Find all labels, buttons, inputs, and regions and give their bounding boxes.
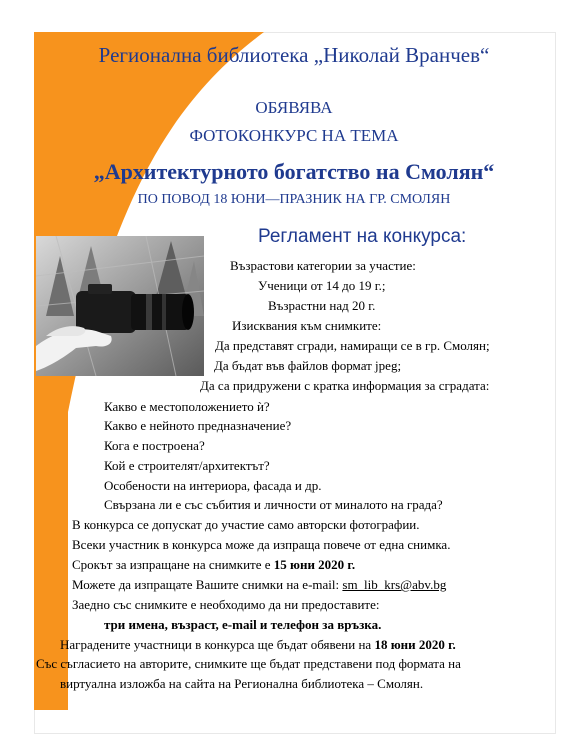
provide-info: Заедно със снимките е необходимо да ни предоставите: — [72, 597, 380, 612]
occasion-line: ПО ПОВОД 18 ЮНИ—ПРАЗНИК НА ГР. СМОЛЯН — [137, 192, 451, 207]
email-line — [72, 577, 446, 593]
only-author-photos: В конкурса се допускат до участие само авторски фотографии. — [72, 517, 420, 532]
announces-heading: ОБЯВЯВА — [255, 98, 333, 117]
age-students: Ученици от 14 до 19 г.; — [258, 278, 386, 293]
contest-theme: „Архитектурното богатство на Смолян“ — [93, 159, 495, 184]
email-prefix: Можете да изпращате Вашите снимки на e-mail: — [72, 577, 343, 592]
consent-line-1: Със съгласието на авторите, снимките ще бъдат представени под формата на — [36, 656, 461, 671]
email-link[interactable]: sm_lib_krs@abv.bg — [342, 577, 447, 592]
contest-heading: ФОТОКОНКУРС НА ТЕМА — [189, 126, 399, 145]
camera-photo — [36, 236, 204, 376]
winners-prefix: Наградените участници в конкурса ще бъдат обявени на — [60, 637, 375, 652]
deadline-prefix: Срокът за изпращане на снимките е — [72, 557, 274, 572]
age-categories-label: Възрастови категории за участие: — [230, 258, 416, 273]
rules-heading: Регламент на конкурса: — [258, 226, 467, 247]
library-name: Регионална библиотека „Николай Врaнчев“ — [98, 43, 490, 67]
question-location: Какво е местоположението ѝ? — [104, 399, 270, 414]
question-purpose: Какво е нейното предназначение? — [104, 418, 292, 433]
requirement-format: Да бъдат във файлов формат jpeg; — [214, 358, 402, 373]
age-adults: Възрастни над 20 г. — [268, 298, 376, 313]
requirement-buildings: Да представят сгради, намиращи се в гр. Смолян; — [215, 338, 490, 353]
deadline-line — [72, 557, 355, 573]
question-history: Свързана ли е със събития и личности от миналото на града? — [104, 497, 443, 512]
question-features: Особености на интериора, фасада и др. — [104, 478, 322, 493]
winners-date: 18 юни 2020 г. — [374, 637, 456, 652]
question-built: Кога е построена? — [104, 438, 205, 453]
required-details: три имена, възраст, e-mail и телефон за връзка. — [104, 617, 382, 632]
requirement-info: Да са придружени с кратка информация за сградата: — [200, 378, 490, 393]
multiple-photos: Всеки участник в конкурса може да изпраща повече от една снимка. — [72, 537, 451, 552]
deadline-date: 15 юни 2020 г. — [273, 557, 356, 572]
winners-line — [60, 637, 456, 653]
consent-line-2: виртуална изложба на сайта на Регионална библиотека – Смолян. — [60, 676, 424, 691]
photo-requirements-label: Изисквания към снимките: — [232, 318, 382, 333]
question-builder: Кой е строителят/архитектът? — [104, 458, 270, 473]
